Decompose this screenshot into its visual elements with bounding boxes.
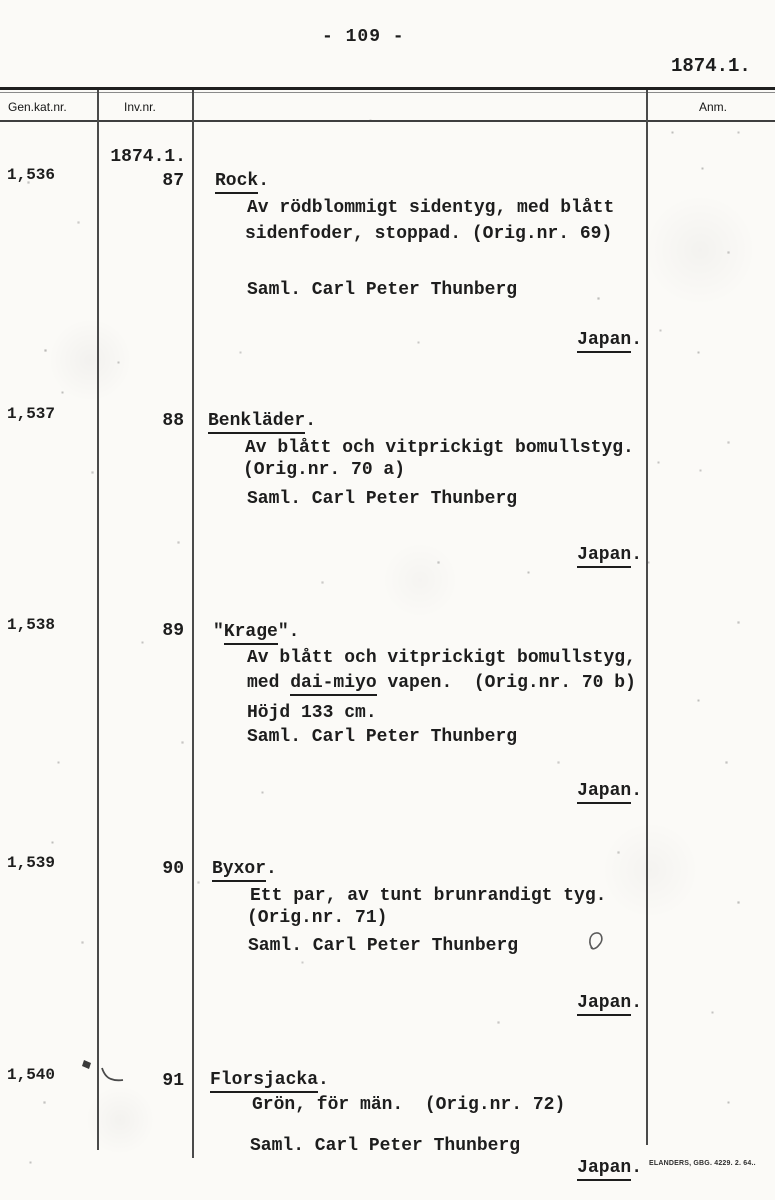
entry-title-suffix: ". [277,622,300,642]
inv-nr: 90 [162,859,184,879]
scan-noise [0,0,1,1]
inv-nr: 91 [162,1071,184,1091]
gen-kat-nr: 1,540 [7,1066,56,1084]
description-segment: (Orig.nr. 71) [247,908,388,928]
origin-label [577,330,642,350]
description-line [247,703,377,723]
description-line [245,224,612,244]
group-label: 1874.1. [110,147,186,167]
origin-label [577,781,642,801]
entry-title [212,859,277,879]
entry-title [215,171,269,191]
entry-title [208,411,316,431]
origin-word: Japan [577,545,631,568]
pencil-mark-entry-1540-dot [82,1060,91,1069]
table-top-rule-thin [0,92,775,93]
collection-line: Saml. Carl Peter Thunberg [248,936,519,956]
origin-word: Japan [577,1158,631,1181]
collection-line: Saml. Carl Peter Thunberg [247,727,518,747]
column-divider-3 [646,90,648,1145]
description-segment: vapen. (Orig.nr. 70 b) [376,673,636,693]
description-line [245,438,634,458]
entry-title-word: Krage [224,622,278,645]
header-bottom-rule [0,120,775,122]
column-header-inv-nr: Inv.nr. [124,100,156,114]
entry-title-word: Benkläder [208,411,305,434]
description-segment: Av blått och vitprickigt bomullstyg, [247,648,636,668]
column-divider-1 [97,90,99,1150]
entry-title-suffix: . [318,1070,329,1090]
collection-line: Saml. Carl Peter Thunberg [250,1136,521,1156]
origin-label [577,993,642,1013]
entry-title-prefix: " [213,622,224,642]
origin-suffix: . [631,330,642,350]
entry-title [210,1070,329,1090]
description-segment: Av rödblommigt sidentyg, med blått [247,198,615,218]
description-segment: Ett par, av tunt brunrandigt tyg. [250,886,607,906]
column-header-anm: Anm. [699,100,728,114]
year-header: 1874.1. [671,55,751,77]
gen-kat-nr: 1,538 [7,616,56,634]
column-divider-2 [192,90,194,1158]
description-line [247,908,387,928]
origin-word: Japan [577,993,631,1016]
pencil-mark-entry-1539 [590,933,602,949]
gen-kat-nr: 1,539 [7,854,56,872]
inv-nr: 87 [162,171,184,191]
column-header-gen-kat-nr: Gen.kat.nr. [8,100,67,114]
entry-title-word: Florsjacka [210,1070,318,1093]
origin-suffix: . [631,1158,642,1178]
description-segment: sidenfoder, stoppad. (Orig.nr. 69) [245,224,613,244]
entry-title [213,622,299,642]
inv-nr: 89 [162,621,184,641]
description-line [252,1095,565,1115]
description-line [250,886,606,906]
origin-suffix: . [631,545,642,565]
origin-suffix: . [631,781,642,801]
gen-kat-nr: 1,537 [7,405,56,423]
description-line [247,198,614,218]
entry-title-suffix: . [258,171,270,191]
origin-word: Japan [577,330,631,353]
entry-title-suffix: . [305,411,317,431]
origin-label [577,1158,642,1178]
description-line [243,460,405,480]
description-segment: Grön, för män. (Orig.nr. 72) [252,1095,566,1115]
origin-word: Japan [577,781,631,804]
entry-title-word: Rock [215,171,258,194]
table-top-rule [0,87,775,90]
description-segment: med [247,673,291,693]
description-line [247,648,636,668]
description-segment: (Orig.nr. 70 a) [243,460,406,480]
collection-line: Saml. Carl Peter Thunberg [247,489,518,509]
entry-title-suffix: . [266,859,277,879]
printer-mark: ELANDERS, GBG. 4229. 2. 64.. [649,1160,756,1167]
origin-suffix: . [631,993,642,1013]
gen-kat-nr: 1,536 [7,166,56,184]
description-line [247,673,636,693]
description-segment: Höjd 133 cm. [247,703,377,723]
description-segment: dai-miyo [290,673,376,696]
inv-nr: 88 [162,411,184,431]
collection-line: Saml. Carl Peter Thunberg [247,280,518,300]
entry-title-word: Byxor [212,859,266,882]
origin-label [577,545,642,565]
page-number: - 109 - [322,27,405,47]
description-segment: Av blått och vitprickigt bomullstyg. [245,438,634,458]
